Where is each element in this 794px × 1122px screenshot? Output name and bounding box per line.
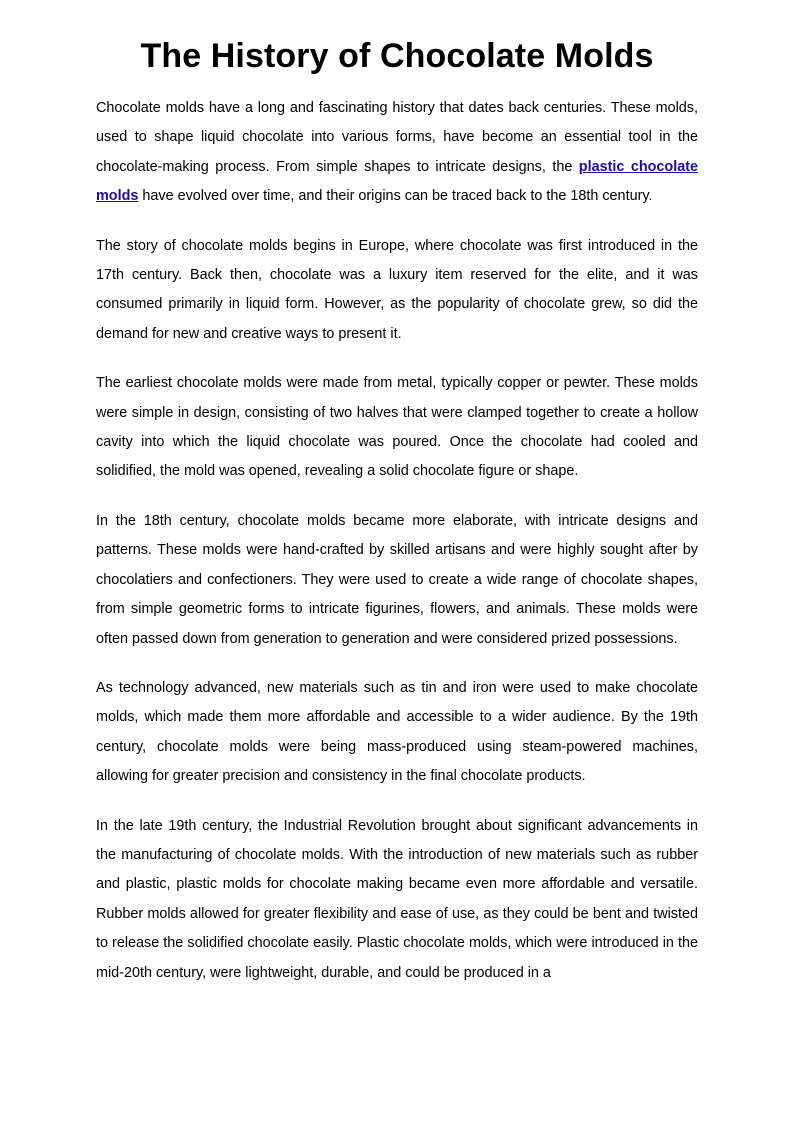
- paragraph-europe-origins: The story of chocolate molds begins in Europe, where chocolate was first introduced in the 17th century. Back then, chocolate was a luxury item reserved for the elite, and it was consumed primarily in liquid form. However, as the popularity of chocolate grew, so did the demand for new and creative ways to present it.: [96, 237, 698, 342]
- paragraph-intro-text-before: Chocolate molds have a long and fascinating history that dates back centuries. These molds, used to shape liquid chocolate into various forms, have become an essential tool in the chocolate-making process. From simple shapes to intricate designs, the: [96, 100, 698, 175]
- paragraph-18th-century: In the 18th century, chocolate molds became more elaborate, with intricate designs and patterns. These molds were hand-crafted by skilled artisans and were highly sought after by chocolatiers and confectioners. They were used to create a wide range of chocolate shapes, from simple geometric forms to intricate figurines, flowers, and animals. These molds were often passed down from generation to generation and were considered prized possessions.: [96, 512, 698, 647]
- article-body: [96, 94, 698, 1008]
- paragraph-earliest-molds: The earliest chocolate molds were made from metal, typically copper or pewter. These molds were simple in design, consisting of two halves that were clamped together to create a hollow cavity into which the liquid chocolate was poured. Once the chocolate had cooled and solidified, the mold was opened, revealing a solid chocolate figure or shape.: [96, 375, 698, 480]
- page-title: The History of Chocolate Molds: [140, 37, 654, 75]
- paragraph-industrial-revolution: In the late 19th century, the Industrial Revolution brought about significant advancements in the manufacturing of chocolate molds. With the introduction of new materials such as rubber and plastic, plastic molds for chocolate making became even more affordable and versatile. Rubber molds allowed for greater flexibility and ease of use, as they could be bent and twisted to release the solidified chocolate easily. Plastic chocolate molds, which were introduced in the mid-20th century, were lightweight, durable, and could be produced in a: [96, 817, 698, 981]
- paragraph-technology: As technology advanced, new materials such as tin and iron were used to make chocolate molds, which made them more affordable and accessible to a wider audience. By the 19th century, chocolate molds were being mass-produced using steam-powered machines, allowing for greater precision and consistency in the final chocolate products.: [96, 679, 698, 785]
- paragraph-intro-text-after: have evolved over time, and their origins can be traced back to the 18th century.: [138, 188, 653, 205]
- paragraph-intro: [96, 94, 698, 212]
- plastic-chocolate-molds-link[interactable]: plastic chocolate molds: [96, 158, 698, 205]
